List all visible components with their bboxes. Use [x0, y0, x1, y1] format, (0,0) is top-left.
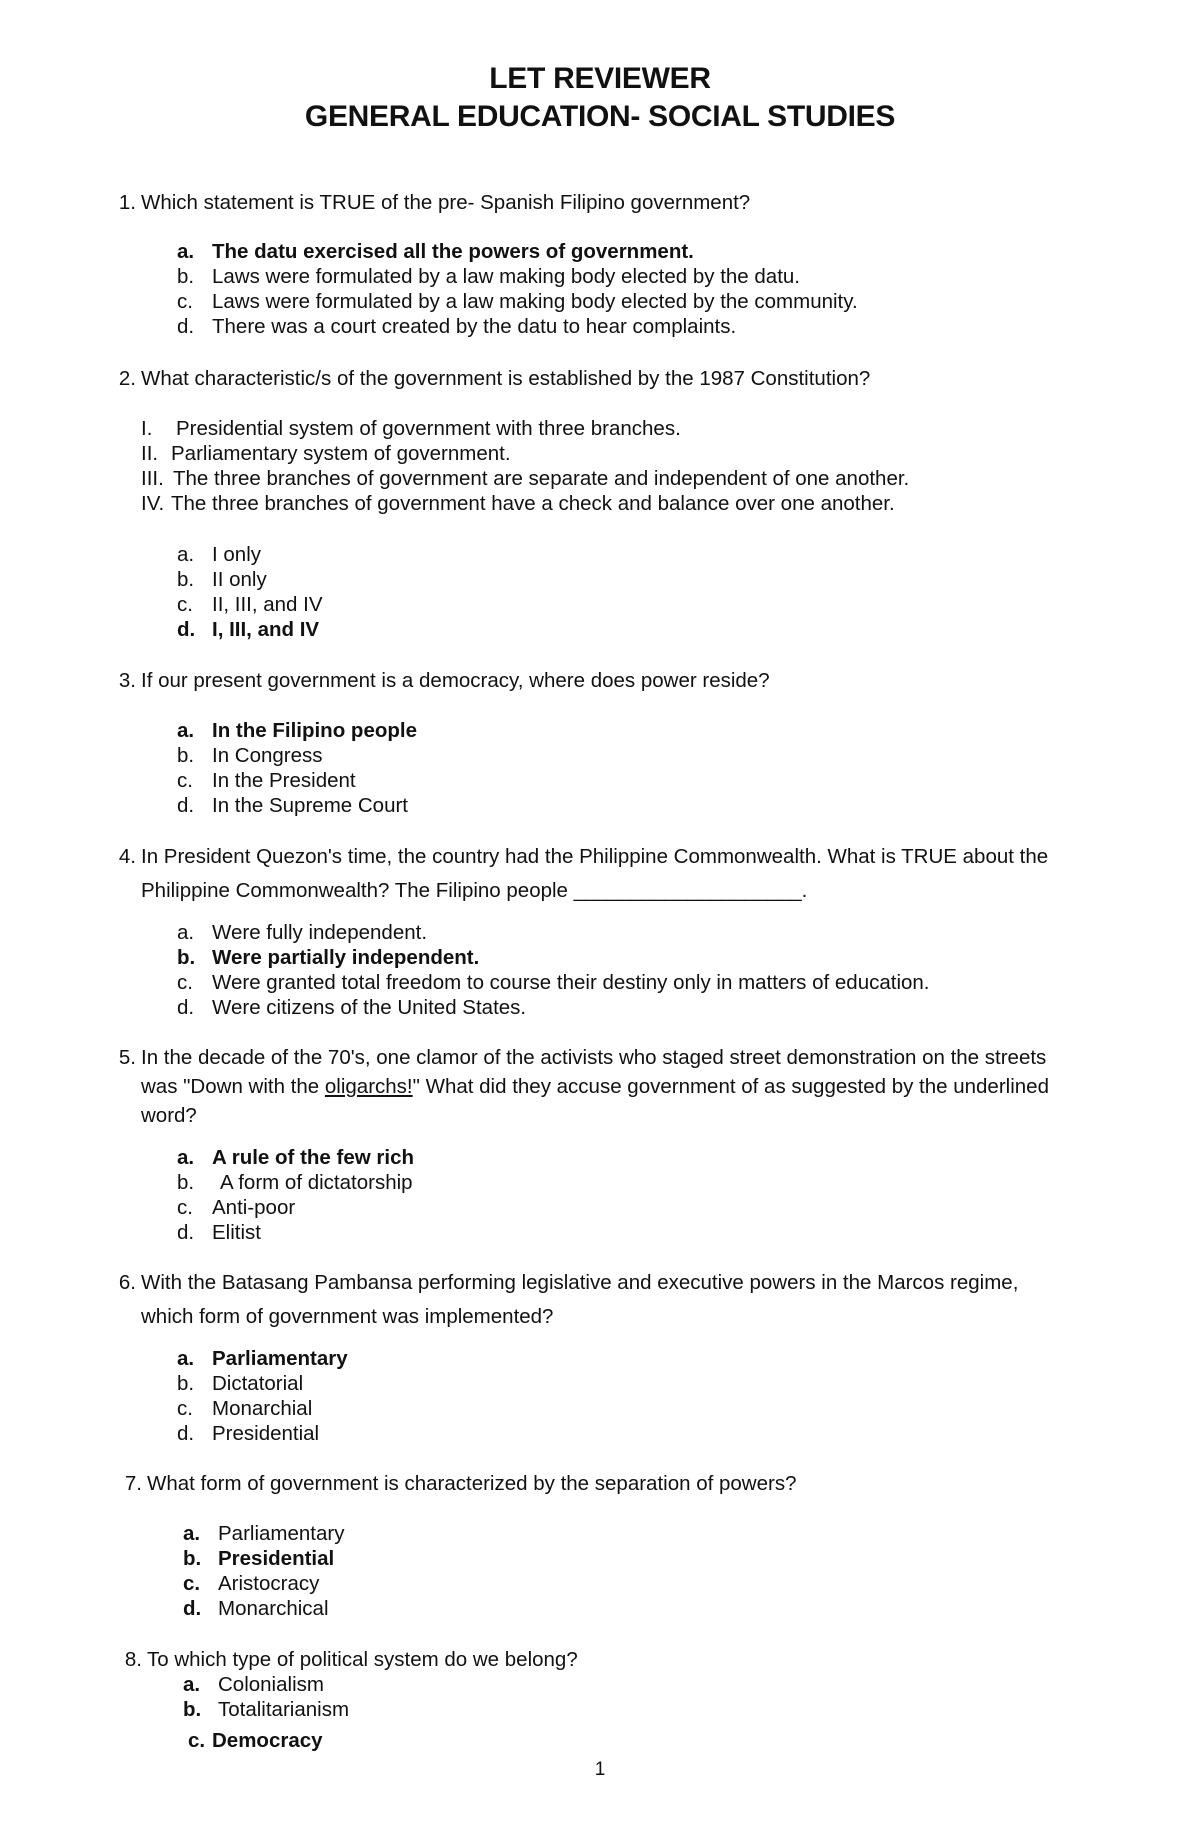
question-text: In the decade of the 70's, one clamor of the activists who staged street demonstration on the streets [141, 1046, 1047, 1069]
question-number: 2. [118, 367, 136, 390]
choice-letter: a. [177, 543, 195, 566]
choice-text: A form of dictatorship [220, 1171, 413, 1194]
statement-text: Parliamentary system of government. [171, 442, 511, 465]
choice-letter: c. [177, 769, 193, 792]
roman-numeral: II. [141, 442, 159, 465]
choice-text-correct: A rule of the few rich [212, 1146, 414, 1169]
question-number: 3. [118, 669, 136, 692]
choice-text: Were granted total freedom to course their destiny only in matters of education. [212, 971, 930, 994]
choice-letter: c. [188, 1729, 206, 1752]
choice-text-correct: The datu exercised all the powers of government. [212, 240, 694, 263]
question-number: 1. [118, 191, 136, 214]
question-text-line [141, 1074, 1049, 1100]
choice-letter: b. [177, 946, 196, 969]
question-number: 7. [124, 1472, 142, 1495]
choice-letter: c. [177, 1196, 193, 1219]
choice-letter: c. [177, 971, 193, 994]
choice-letter: d. [177, 996, 195, 1019]
choice-text: In the President [212, 769, 356, 792]
statement-text: The three branches of government have a check and balance over one another. [171, 492, 895, 515]
underlined-word: oligarchs! [324, 1075, 413, 1098]
question-number: 4. [118, 845, 136, 868]
choice-text: Parliamentary [218, 1522, 345, 1545]
question-text: What form of government is characterized by the separation of powers? [147, 1472, 797, 1495]
choice-letter: b. [183, 1547, 202, 1570]
choice-text: Were citizens of the United States. [212, 996, 527, 1019]
choice-text: In the Supreme Court [212, 794, 408, 817]
choice-letter: c. [177, 290, 193, 313]
choice-letter: b. [177, 265, 195, 288]
choice-text: Monarchical [218, 1597, 329, 1620]
roman-numeral: I. [141, 417, 153, 440]
question-text: With the Batasang Pambansa performing legislative and executive powers in the Marcos regime, [141, 1271, 1019, 1294]
question-number: 6. [118, 1271, 136, 1294]
choice-letter: a. [183, 1522, 201, 1545]
choice-letter: b. [177, 1372, 195, 1395]
choice-text: II, III, and IV [212, 593, 323, 616]
choice-letter: d. [177, 315, 195, 338]
question-text: In President Quezon's time, the country had the Philippine Commonwealth. What is TRUE about the [141, 845, 1049, 868]
choice-letter: c. [177, 1397, 193, 1420]
statement-text: The three branches of government are separate and independent of one another. [173, 467, 910, 490]
choice-letter: a. [177, 1146, 195, 1169]
choice-letter: a. [177, 921, 195, 944]
choice-letter: d. [183, 1597, 202, 1620]
question-text-segment: was "Down with the [141, 1075, 325, 1098]
choice-text: II only [212, 568, 267, 591]
choice-text-correct: Democracy [212, 1729, 323, 1752]
choice-letter: b. [177, 568, 195, 591]
choice-text-correct: In the Filipino people [212, 719, 417, 742]
choice-letter: a. [177, 240, 195, 263]
choice-text: Dictatorial [212, 1372, 304, 1395]
choice-text: Monarchial [212, 1397, 313, 1420]
choice-text: There was a court created by the datu to hear complaints. [212, 315, 737, 338]
choice-text: Elitist [212, 1221, 261, 1244]
statement-text: Presidential system of government with three branches. [176, 417, 681, 440]
choice-letter: d. [177, 1422, 195, 1445]
choice-text: Laws were formulated by a law making body elected by the datu. [212, 265, 800, 288]
choice-text-correct: Parliamentary [212, 1347, 348, 1370]
choice-text: Totalitarianism [218, 1698, 350, 1721]
choice-letter: c. [177, 593, 193, 616]
choice-letter: a. [177, 1347, 195, 1370]
choice-text: Presidential [212, 1422, 320, 1445]
choice-text: Aristocracy [218, 1572, 320, 1595]
choice-text-correct: Presidential [218, 1547, 335, 1570]
question-text: which form of government was implemented? [141, 1305, 554, 1328]
question-text: Philippine Commonwealth? The Filipino people ____________________. [141, 879, 808, 902]
choice-text: Anti-poor [212, 1196, 296, 1219]
choice-letter: a. [177, 719, 195, 742]
question-number: 8. [124, 1648, 142, 1671]
choice-letter: b. [177, 744, 195, 767]
roman-numeral: IV. [141, 492, 165, 515]
question-text: word? [141, 1104, 197, 1127]
question-text: What characteristic/s of the government is established by the 1987 Constitution? [141, 367, 871, 390]
question-text: If our present government is a democracy, where does power reside? [141, 669, 770, 692]
choice-text: Laws were formulated by a law making body elected by the community. [212, 290, 858, 313]
question-text: Which statement is TRUE of the pre- Spanish Filipino government? [141, 191, 751, 214]
page-number: 1 [594, 1759, 606, 1780]
choice-text-correct: I, III, and IV [212, 618, 320, 641]
choice-letter: d. [177, 1221, 195, 1244]
document-subtitle: GENERAL EDUCATION- SOCIAL STUDIES [304, 100, 896, 133]
choice-letter: d. [177, 794, 195, 817]
question-number: 5. [118, 1046, 136, 1069]
document-title: LET REVIEWER [489, 62, 711, 95]
choice-text: I only [212, 543, 261, 566]
choice-letter: d. [177, 618, 196, 641]
choice-text: In Congress [212, 744, 323, 767]
choice-letter: c. [183, 1572, 201, 1595]
question-text: To which type of political system do we belong? [147, 1648, 578, 1671]
question-text-segment: " What did they accuse government of as suggested by the underlined [412, 1075, 1049, 1098]
roman-numeral: III. [141, 467, 164, 490]
choice-text: Colonialism [218, 1673, 324, 1696]
choice-text-correct: Were partially independent. [212, 946, 480, 969]
choice-letter: b. [183, 1698, 202, 1721]
choice-letter: b. [177, 1171, 195, 1194]
choice-letter: a. [183, 1673, 201, 1696]
choice-text: Were fully independent. [212, 921, 428, 944]
